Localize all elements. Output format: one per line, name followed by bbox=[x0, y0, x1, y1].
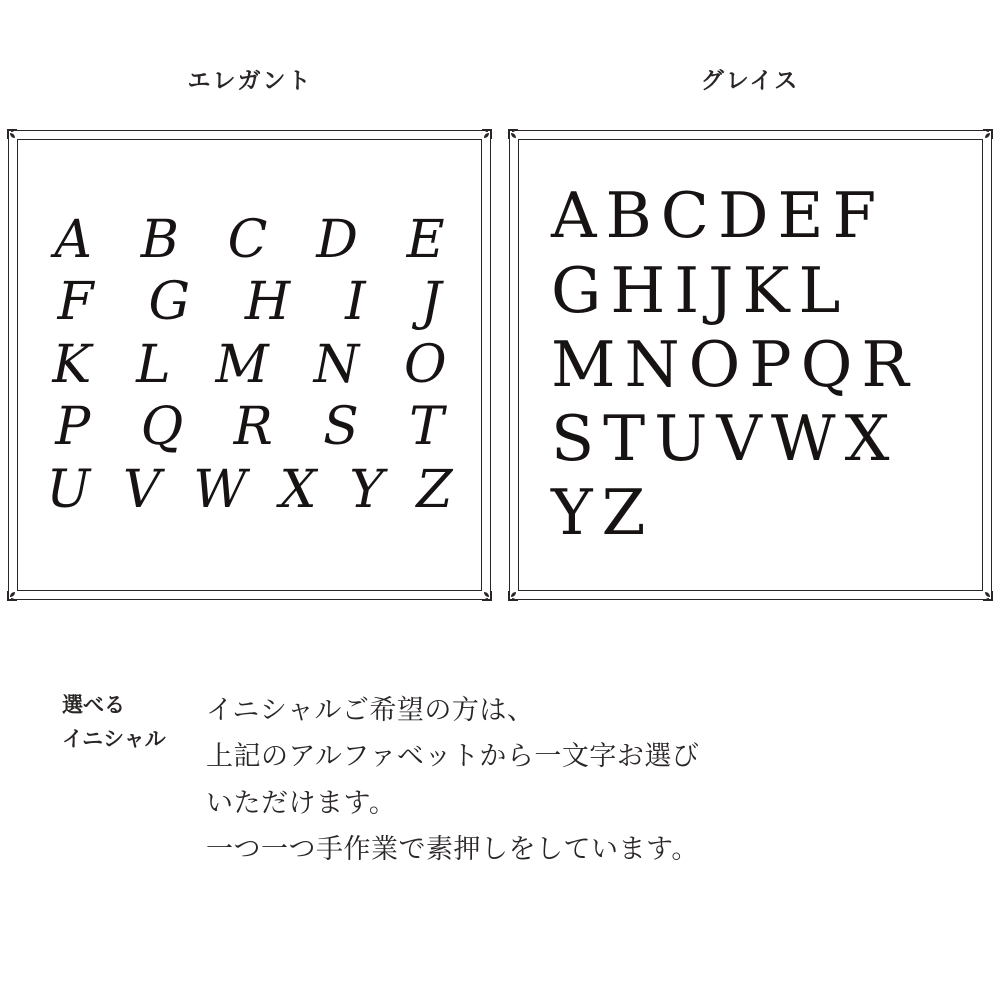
caption-line: 上記のアルファベットから一文字お選び bbox=[206, 741, 700, 773]
letter-glyph: B bbox=[605, 179, 653, 253]
initial-caption-block bbox=[0, 688, 1000, 874]
caption-line: 一つ一つ手作業で素押しをしています。 bbox=[206, 834, 699, 866]
panel-title-grace: グレイス bbox=[700, 68, 800, 94]
letter-glyph: V bbox=[122, 459, 161, 520]
letter-glyph: D bbox=[316, 209, 358, 270]
corner-ornament-icon bbox=[969, 577, 995, 603]
alphabet-row bbox=[30, 397, 469, 458]
alphabet-grid-elegant bbox=[30, 156, 469, 574]
caption-label bbox=[0, 688, 200, 756]
alphabet-row bbox=[30, 459, 469, 520]
letter-glyph: Q bbox=[140, 397, 184, 458]
letter-glyph: M bbox=[551, 327, 617, 401]
letter-glyph: N bbox=[313, 334, 360, 395]
letter-glyph: U bbox=[46, 459, 91, 520]
panel-titles bbox=[0, 62, 1000, 95]
letter-glyph: P bbox=[55, 397, 91, 458]
corner-ornament-icon bbox=[468, 127, 494, 153]
letter-glyph: Y bbox=[551, 476, 594, 550]
letter-glyph: B bbox=[140, 209, 179, 270]
alphabet-row bbox=[531, 328, 970, 402]
letter-glyph: O bbox=[688, 327, 742, 401]
letter-glyph: H bbox=[244, 272, 291, 333]
letter-glyph: W bbox=[193, 459, 247, 520]
letter-glyph: J bbox=[420, 272, 442, 333]
letter-glyph: O bbox=[403, 334, 447, 395]
letter-glyph: K bbox=[742, 253, 791, 327]
letter-glyph: C bbox=[660, 179, 711, 253]
corner-ornament-icon bbox=[5, 127, 31, 153]
letter-glyph: G bbox=[148, 272, 190, 333]
letter-glyph: Y bbox=[349, 459, 384, 520]
panel-title-elegant: エレガント bbox=[187, 68, 313, 94]
letter-glyph: L bbox=[798, 253, 842, 327]
alphabet-row bbox=[531, 254, 970, 328]
letter-glyph: J bbox=[708, 253, 735, 327]
letter-glyph: U bbox=[654, 402, 709, 476]
alphabet-row bbox=[531, 179, 970, 253]
corner-ornament-icon bbox=[5, 577, 31, 603]
letter-glyph: H bbox=[610, 253, 667, 327]
letter-glyph: P bbox=[749, 327, 793, 401]
letter-glyph: M bbox=[215, 334, 269, 395]
corner-ornament-icon bbox=[969, 127, 995, 153]
letter-glyph: F bbox=[57, 272, 94, 333]
caption-label-line2: イニシャル bbox=[62, 727, 166, 752]
caption-body bbox=[200, 688, 1000, 874]
letter-glyph: K bbox=[52, 334, 92, 395]
letter-glyph: R bbox=[233, 397, 273, 458]
letter-glyph: X bbox=[844, 402, 891, 476]
alphabet-panel-elegant bbox=[8, 130, 491, 600]
letter-glyph: C bbox=[227, 209, 268, 270]
corner-ornament-icon bbox=[468, 577, 494, 603]
alphabet-row bbox=[531, 402, 970, 476]
letter-glyph: E bbox=[777, 179, 825, 253]
caption-line: いただけます。 bbox=[206, 787, 397, 819]
letter-glyph: G bbox=[551, 253, 603, 327]
alphabet-row bbox=[30, 209, 469, 270]
letter-glyph: V bbox=[716, 402, 763, 476]
alphabet-row bbox=[30, 272, 469, 333]
letter-glyph: W bbox=[770, 402, 837, 476]
caption-label-line1: 選べる bbox=[62, 693, 125, 717]
letter-glyph: I bbox=[674, 253, 701, 327]
letter-glyph: S bbox=[551, 402, 596, 476]
alphabet-panel-grace bbox=[509, 130, 992, 600]
letter-glyph: Q bbox=[800, 327, 854, 401]
letter-glyph: R bbox=[861, 327, 910, 401]
corner-ornament-icon bbox=[506, 127, 532, 153]
letter-glyph: L bbox=[136, 334, 171, 395]
letter-glyph: Z bbox=[601, 476, 647, 550]
letter-glyph: X bbox=[279, 459, 317, 520]
letter-glyph: D bbox=[718, 179, 770, 253]
alphabet-panels bbox=[8, 130, 992, 600]
letter-glyph: E bbox=[406, 209, 445, 270]
letter-glyph: Z bbox=[416, 459, 453, 520]
letter-glyph: T bbox=[409, 397, 444, 458]
alphabet-row bbox=[531, 476, 970, 550]
alphabet-row bbox=[30, 334, 469, 395]
letter-glyph: F bbox=[832, 179, 878, 253]
letter-glyph: I bbox=[345, 272, 366, 333]
letter-glyph: A bbox=[54, 209, 92, 270]
letter-glyph: T bbox=[603, 402, 647, 476]
letter-glyph: A bbox=[551, 179, 598, 253]
letter-glyph: N bbox=[624, 327, 681, 401]
corner-ornament-icon bbox=[506, 577, 532, 603]
letter-glyph: S bbox=[323, 397, 359, 458]
caption-line: イニシャルご希望の方は、 bbox=[206, 695, 535, 726]
alphabet-grid-grace bbox=[531, 156, 970, 574]
